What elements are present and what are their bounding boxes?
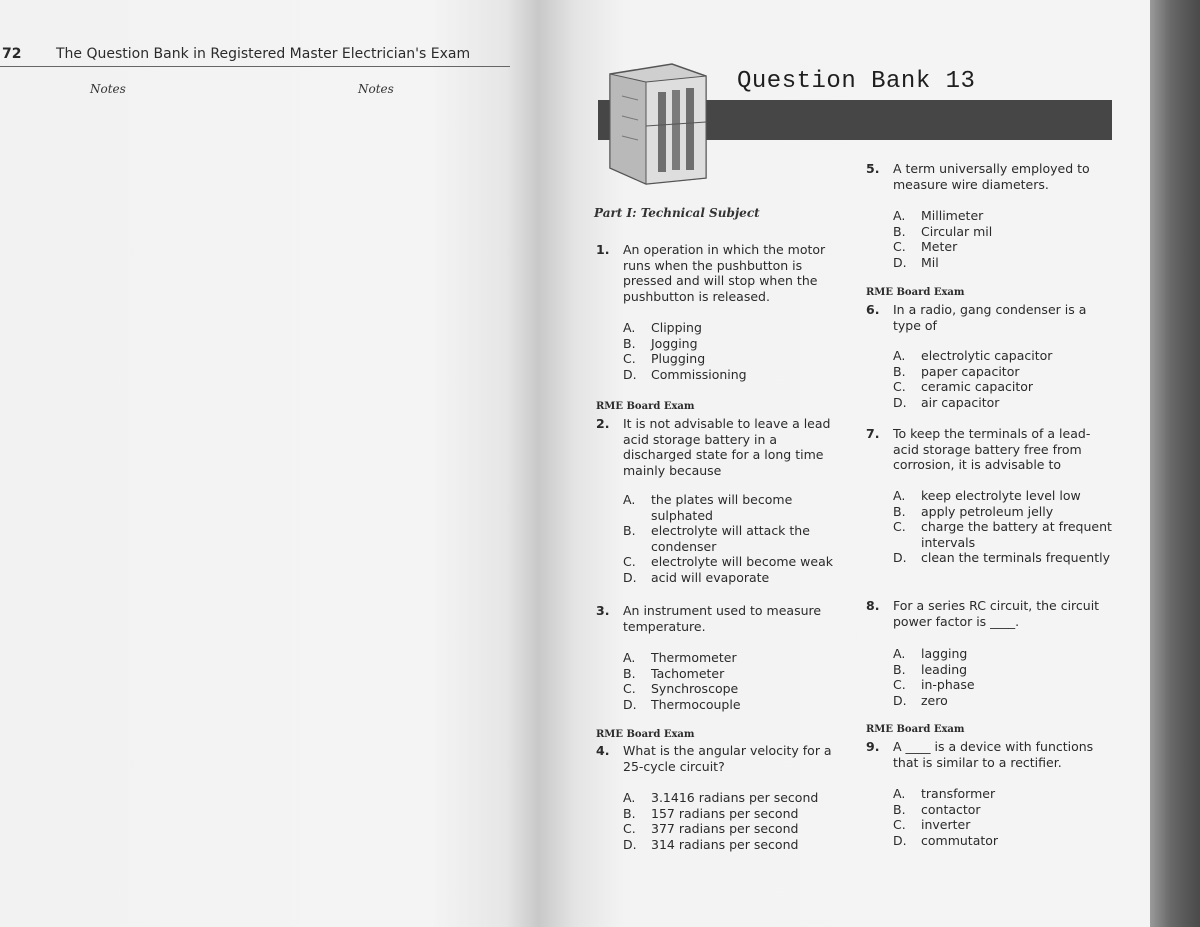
option-list <box>623 790 853 852</box>
question-text: What is the angular velocity for a 25-cycle circuit? <box>623 743 832 774</box>
left-page <box>0 0 538 927</box>
option-a: A. Millimeter <box>893 208 984 223</box>
question-text: In a radio, gang condenser is a type of <box>893 302 1087 333</box>
option-a: A. Thermometer <box>623 650 737 665</box>
option-a: A. the plates will become sulphated <box>623 492 793 523</box>
question-2 <box>596 416 856 591</box>
option-c: C. in-phase <box>893 677 975 692</box>
rme-tag: RME Board Exam <box>866 724 965 735</box>
rme-tag: RME Board Exam <box>596 729 695 740</box>
option-c: C. electrolyte will become weak <box>623 554 833 569</box>
option-b: B. contactor <box>893 801 981 817</box>
question-text: To keep the terminals of a lead-acid storage battery free from corrosion, it is advisable to <box>893 426 1091 472</box>
option-b: B. Circular mil <box>893 223 993 239</box>
question-text: An operation in which the motor runs when the pushbutton is pressed and will stop when the pushbutton is released. <box>623 242 826 304</box>
option-c: C. inverter <box>893 817 971 832</box>
option-list <box>893 786 1123 848</box>
option-c: C. 377 radians per second <box>623 821 799 836</box>
question-text: For a series RC circuit, the circuit power factor is ____. <box>893 598 1100 629</box>
question-text: A term universally employed to measure wire diameters. <box>893 161 1090 192</box>
option-d: D. commutator <box>893 832 999 848</box>
option-a: A. lagging <box>893 646 968 661</box>
option-b: B. Tachometer <box>623 665 725 681</box>
question-text: It is not advisable to leave a lead acid storage battery in a discharged state for a long time mainly because <box>623 416 831 478</box>
book-illustration <box>602 56 722 186</box>
option-d: D. clean the terminals frequently <box>893 550 1110 565</box>
question-bank-title: Question Bank 13 <box>737 68 976 95</box>
option-c: C. Plugging <box>623 351 706 366</box>
option-d: D. 314 radians per second <box>623 836 799 852</box>
question-6 <box>866 302 1126 417</box>
question-4 <box>596 743 856 858</box>
option-list <box>623 650 853 712</box>
header-rule <box>0 66 510 67</box>
question-3 <box>596 603 856 718</box>
book-edge <box>1150 0 1200 927</box>
question-number: 9. <box>866 739 880 754</box>
page-number: 72 <box>2 46 22 62</box>
option-list <box>623 492 853 585</box>
option-a: A. Clipping <box>623 320 702 335</box>
question-8 <box>866 598 1126 713</box>
option-b: B. Jogging <box>623 335 698 351</box>
option-a: A. 3.1416 radians per second <box>623 790 819 805</box>
option-d: D. zero <box>893 692 948 708</box>
option-list <box>893 646 1123 708</box>
question-number: 7. <box>866 426 880 441</box>
option-b: B. electrolyte will attack the condenser <box>623 523 810 554</box>
rme-tag: RME Board Exam <box>866 287 965 298</box>
running-head: The Question Bank in Registered Master Electrician's Exam <box>56 46 471 62</box>
part-label: Part I: Technical Subject <box>594 206 760 220</box>
question-number: 1. <box>596 242 610 257</box>
question-number: 3. <box>596 603 610 618</box>
notes-heading-left: Notes <box>90 82 126 96</box>
notes-heading-right: Notes <box>358 82 394 96</box>
option-list <box>893 348 1123 410</box>
option-d: D. Mil <box>893 254 939 270</box>
option-d: D. Thermocouple <box>623 696 741 712</box>
option-c: C. Synchroscope <box>623 681 739 696</box>
option-c: C. charge the battery at frequent intervals <box>893 519 1112 550</box>
question-number: 5. <box>866 161 880 176</box>
option-list <box>893 488 1123 566</box>
question-7 <box>866 426 1126 586</box>
question-number: 8. <box>866 598 880 613</box>
option-list <box>623 320 853 382</box>
question-5 <box>866 161 1126 276</box>
option-b: B. leading <box>893 661 968 677</box>
question-number: 4. <box>596 743 610 758</box>
option-a: A. transformer <box>893 786 996 801</box>
option-a: A. keep electrolyte level low <box>893 488 1081 503</box>
question-9 <box>866 739 1126 854</box>
question-number: 6. <box>866 302 880 317</box>
option-a: A. electrolytic capacitor <box>893 348 1053 363</box>
option-d: D. acid will evaporate <box>623 569 770 585</box>
option-b: B. paper capacitor <box>893 363 1020 379</box>
option-list <box>893 208 1123 270</box>
option-c: C. ceramic capacitor <box>893 379 1034 394</box>
question-text: An instrument used to measure temperature. <box>623 603 822 634</box>
option-b: B. 157 radians per second <box>623 805 799 821</box>
option-b: B. apply petroleum jelly <box>893 503 1054 519</box>
option-c: C. Meter <box>893 239 958 254</box>
option-d: D. air capacitor <box>893 394 1000 410</box>
question-1 <box>596 242 856 392</box>
rme-tag: RME Board Exam <box>596 401 695 412</box>
question-number: 2. <box>596 416 610 431</box>
option-d: D. Commissioning <box>623 366 747 382</box>
question-text: A ____ is a device with functions that is similar to a rectifier. <box>893 739 1094 770</box>
